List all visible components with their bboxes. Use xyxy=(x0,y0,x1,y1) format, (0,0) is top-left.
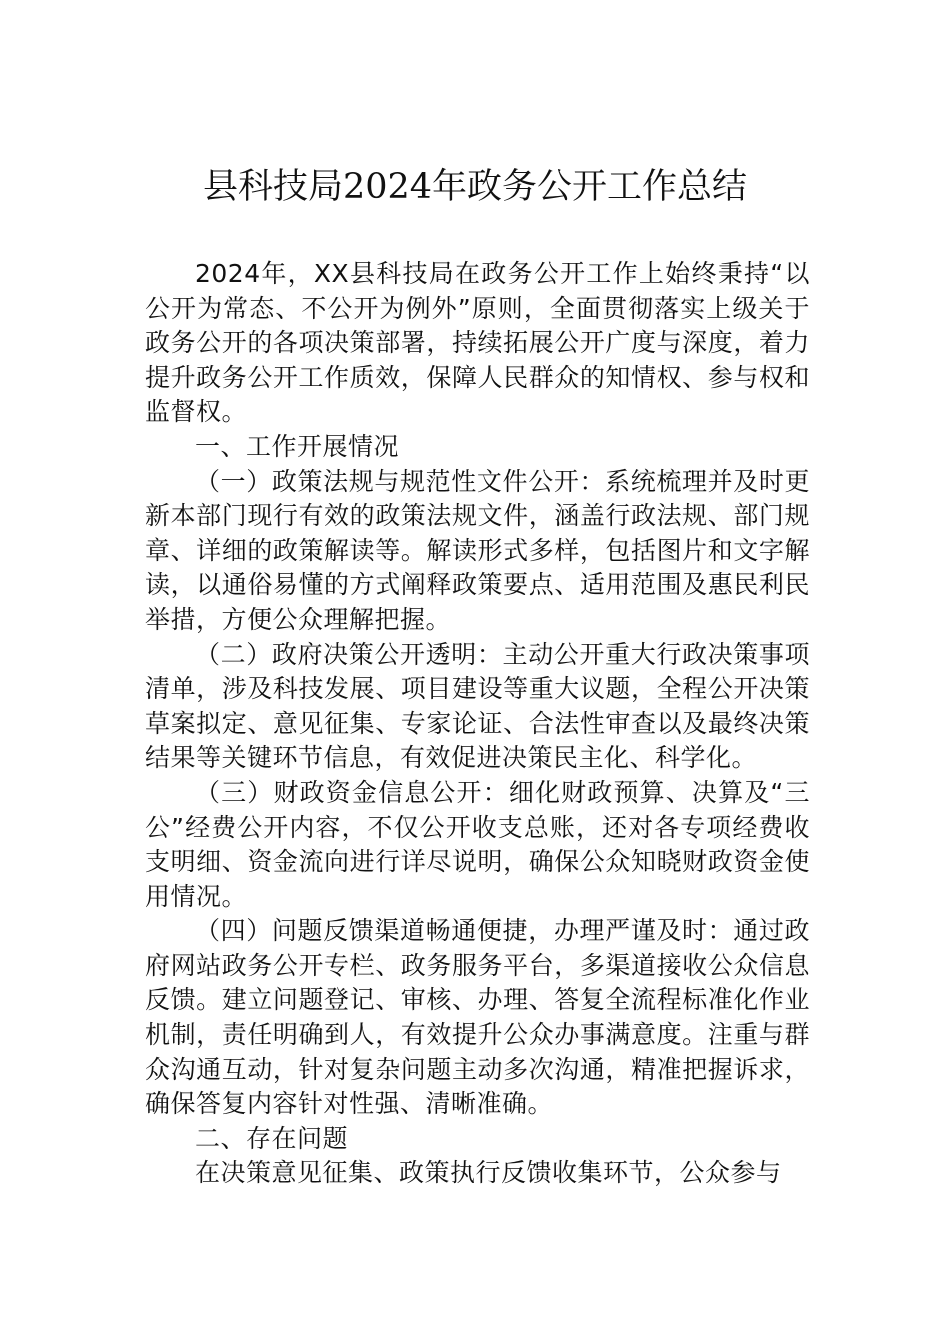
paragraph-feedback-channels: （四）问题反馈渠道畅通便捷，办理严谨及时：通过政府网站政务公开专栏、政务服务平台，多渠道接收公众信息反馈。建立问题登记、审核、办理、答复全流程标准化作业机制，责任明确到人，有效提升公众办事满意度。注重与群众沟通互动，针对复杂问题主动多次沟通，精准把握诉求，确保答复内容针对性强、清晰准确。 xyxy=(145,916,810,1119)
document-body xyxy=(145,257,810,1191)
paragraph-policy-disclosure: （一）政策法规与规范性文件公开：系统梳理并及时更新本部门现行有效的政策法规文件，涵盖行政法规、部门规章、详细的政策解读等。解读形式多样，包括图片和文字解读，以通俗易懂的方式阐释政策要点、适用范围及惠民利民举措，方便公众理解把握。 xyxy=(145,466,810,634)
section-heading-problems: 二、存在问题 xyxy=(195,1123,349,1153)
paragraph-decision-transparency: （二）政府决策公开透明：主动公开重大行政决策事项清单，涉及科技发展、项目建设等重大议题，全程公开决策草案拟定、意见征集、专家论证、合法性审查以及最终决策结果等关键环节信息，有效促进决策民主化、科学化。 xyxy=(145,639,810,773)
document-title: 县科技局2024年政务公开工作总结 xyxy=(202,167,748,207)
intro-paragraph: 2024年，XX县科技局在政务公开工作上始终秉持“以公开为常态、不公开为例外”原则，全面贯彻落实上级关于政务公开的各项决策部署，持续拓展公开广度与深度，着力提升政务公开工作质效，保障人民群众的知情权、参与权和监督权。 xyxy=(145,259,810,427)
paragraph-problems-start: 在决策意见征集、政策执行反馈收集环节，公众参与 xyxy=(195,1158,782,1188)
paragraph-fiscal-disclosure: （三）财政资金信息公开：细化财政预算、决算及“三公”经费公开内容，不仅公开收支总账，还对各专项经费收支明细、资金流向进行详尽说明，确保公众知晓财政资金使用情况。 xyxy=(145,777,810,911)
section-heading-work-progress: 一、工作开展情况 xyxy=(195,431,400,461)
